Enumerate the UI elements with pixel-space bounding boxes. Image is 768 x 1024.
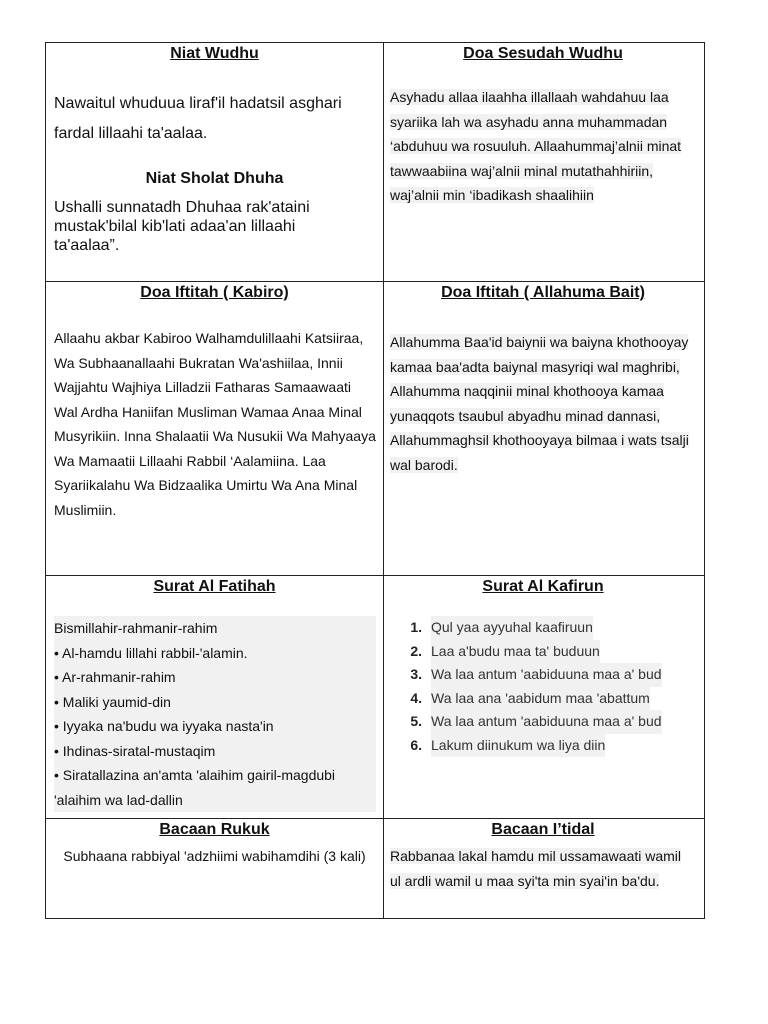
- prayer-reading-table: [45, 42, 705, 919]
- table-row: [46, 819, 705, 919]
- list-item-number: 3.: [410, 666, 422, 682]
- surat-al-kafirun-cell: [384, 576, 705, 819]
- list-item-text: Lakum diinukum wa liya diin: [431, 734, 605, 758]
- surat-al-kafirun-list: [390, 616, 680, 757]
- doa-iftitah-allahuma-body: Allahumma Baa'id baiynii wa baiyna khothooyay kamaa baa'adta baiynal masyriqi wal maghribi, Allahumma naqqinii minal khothooya kamaa yunaqqots tsaubul abyadhu minad dannasi, Allahummaghsil khothooyaya bilmaa i wats tsalji wal barodi.: [390, 334, 689, 473]
- list-item: • Siratallazina an'amta 'alaihim gairil-magdubi 'alaihim wa lad-dallin: [54, 767, 336, 808]
- niat-cell: [46, 43, 384, 282]
- doa-sesudah-wudhu-title: Doa Sesudah Wudhu: [463, 45, 623, 62]
- list-item: • Al-hamdu lillahi rabbil-'alamin.: [54, 644, 248, 661]
- surat-al-fatihah-title: Surat Al Fatihah: [153, 578, 276, 595]
- doa-sesudah-wudhu-text: [390, 85, 696, 208]
- list-item-number: 2.: [410, 642, 422, 659]
- niat-dhuha-title: Niat Sholat Dhuha: [145, 170, 284, 187]
- list-item-text: Wa laa antum 'aabiduuna maa a' bud: [431, 710, 662, 734]
- bacaan-rukuk-cell: [46, 819, 384, 919]
- list-item: [400, 734, 680, 758]
- table-row: [46, 282, 705, 576]
- doa-sesudah-wudhu-cell: [384, 43, 705, 282]
- doa-sesudah-wudhu-body: Asyhadu allaa ilaahha illallaah wahdahuu laa syariika lah wa asyhadu anna muhammadan ‘abduhuu wa rosuuluh. Allaahummaj’alnii minat tawwaabiina waj’alnii minal mutathahhiriin, waj’alnii min ‘ibadikash shaalihiin: [390, 89, 682, 203]
- bacaan-itidal-title: Bacaan I’tidal: [491, 821, 595, 838]
- list-item: • Iyyaka na'budu wa iyyaka nasta'in: [54, 718, 274, 734]
- bacaan-rukuk-title: Bacaan Rukuk: [159, 821, 270, 838]
- doa-iftitah-kabiro-text: Allaahu akbar Kabiroo Walhamdulillaahi Katsiiraa, Wa Subhaanallaahi Bukratan Wa'ashiilaa, Innii Wajjahtu Wajhiya Lilladzii Fatharas Samaawaati Wal Ardha Haniifan Musliman Wamaa Anaa Minal Musyrikiin. Inna Shalaatii Wa Nusukii Wa Mahyaaya Wa Mamaatii Lillaahi Rabbil ‘Aalamiina. Laa Syariikalahu Wa Bidzaalika Umirtu Wa Ana Minal Muslimiin.: [54, 330, 376, 518]
- list-item: [400, 687, 680, 711]
- doa-iftitah-kabiro-title: Doa Iftitah ( Kabiro): [140, 284, 289, 301]
- niat-wudhu-text: Nawaitul whuduua liraf'il hadatsil asghari fardal lillaahi ta'aalaa.: [54, 95, 342, 142]
- list-item-number: 6.: [410, 736, 422, 753]
- list-item: • Maliki yaumid-din: [54, 693, 171, 710]
- list-item: Bismillahir-rahmanir-rahim: [54, 620, 218, 636]
- list-item: [400, 616, 680, 640]
- list-item-number: 1.: [410, 619, 422, 635]
- list-item-number: 5.: [410, 713, 422, 729]
- list-item: • Ihdinas-siratal-mustaqim: [54, 742, 216, 759]
- bacaan-itidal-cell: [384, 819, 705, 919]
- bacaan-rukuk-text: Subhaana rabbiyal 'adzhiimi wabihamdihi (3 kali): [63, 848, 366, 864]
- surat-al-fatihah-cell: [46, 576, 384, 819]
- doa-iftitah-allahuma-cell: [384, 282, 705, 576]
- list-item-text: Wa laa ana 'aabidum maa 'abattum: [431, 687, 650, 711]
- table-row: [46, 576, 705, 819]
- niat-dhuha-text: Ushalli sunnatadh Dhuhaa rak'ataini mustak'bilal kib'lati adaa'an lillaahi ta'aalaa”.: [54, 199, 310, 254]
- niat-wudhu-title: Niat Wudhu: [170, 45, 259, 62]
- surat-al-kafirun-title: Surat Al Kafirun: [482, 578, 604, 595]
- list-item-text: Qul yaa ayyuhal kaafiruun: [431, 616, 593, 640]
- list-item: [400, 663, 680, 687]
- doa-iftitah-kabiro-cell: [46, 282, 384, 576]
- list-item: [400, 710, 680, 734]
- list-item-text: Wa laa antum 'aabiduuna maa a' bud: [431, 663, 662, 687]
- list-item: • Ar-rahmanir-rahim: [54, 669, 176, 685]
- list-item-number: 4.: [410, 689, 422, 706]
- doa-iftitah-allahuma-title: Doa Iftitah ( Allahuma Bait): [441, 284, 645, 301]
- list-item-text: Laa a'budu maa ta' buduun: [431, 640, 600, 664]
- surat-al-fatihah-lines: [54, 616, 376, 812]
- bacaan-itidal-text: [390, 844, 690, 893]
- list-item: [400, 640, 680, 664]
- table-row: [46, 43, 705, 282]
- doa-iftitah-allahuma-text: [390, 330, 690, 477]
- bacaan-itidal-body: Rabbanaa lakal hamdu mil ussamawaati wamil ul ardli wamil u maa syi'ta min syai'in ba'du.: [390, 848, 682, 889]
